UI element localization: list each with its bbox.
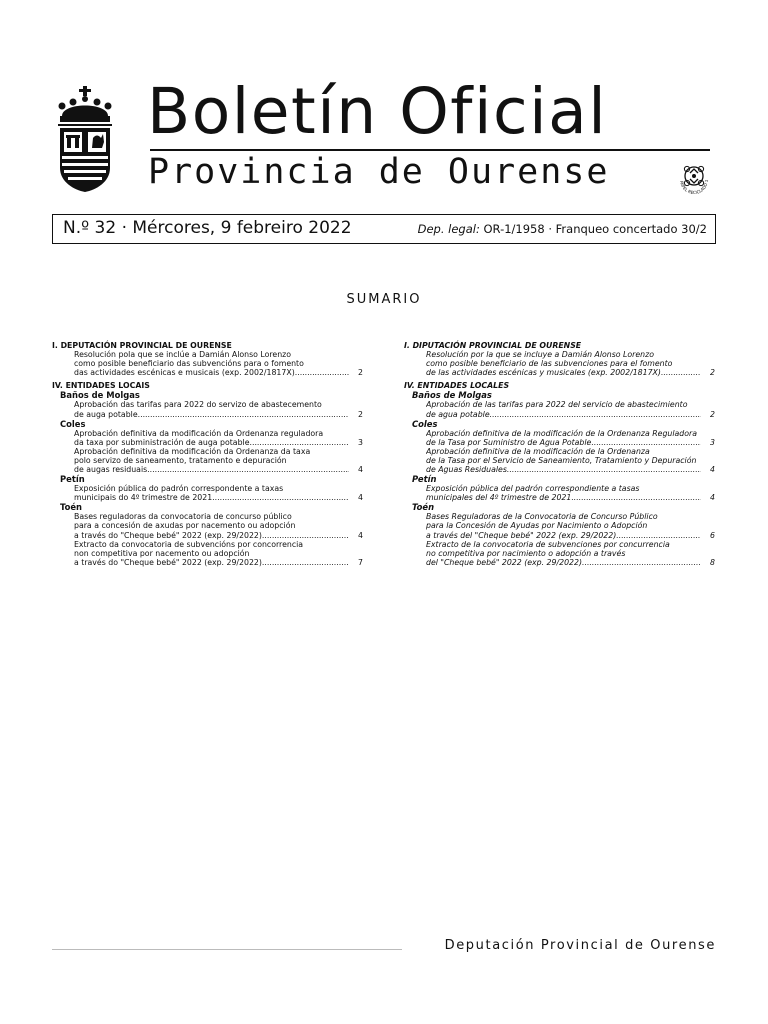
coat-of-arms-icon (56, 86, 114, 192)
entity-heading: Coles (60, 418, 86, 429)
entry-text-line: a través del "Cheque bebé" 2022 (exp. 29/2022) (426, 530, 617, 540)
title-rule (150, 149, 710, 151)
footer-publisher: Deputación Provincial de Ourense (444, 938, 716, 953)
entry-text-line: del "Cheque bebé" 2022 (exp. 29/2022) (426, 557, 582, 567)
dot-leader (250, 438, 350, 447)
entity-heading: Coles (412, 418, 438, 429)
page-number: 3 (710, 437, 715, 447)
dot-leader (490, 410, 701, 419)
page-number: 4 (358, 530, 363, 540)
entry-text-line: municipales del 4º trimestre de 2021 (426, 493, 572, 503)
publication-title: Boletín Oficial (147, 75, 608, 148)
entry-text-line: a través do "Cheque bebé" 2022 (exp. 29/2022) (74, 530, 262, 540)
section-heading: IV. ENTIDADES LOCAIS (52, 381, 150, 391)
entry-text-line: Aprobación definitiva de la modificación de la Ordenanza (426, 446, 650, 456)
entity-heading: Baños de Molgas (412, 390, 492, 401)
entry-text-line: de augas residuais (74, 465, 148, 475)
summary-entry[interactable] (426, 512, 715, 539)
section-heading: I. DEPUTACIÓN PROVINCIAL DE OURENSE (52, 341, 232, 350)
section-heading: I. DIPUTACIÓN PROVINCIAL DE OURENSE (404, 341, 582, 350)
entry-text-line: Extracto da convocatoria de subvencións por concorrencia (74, 539, 304, 549)
entry-text-line: Resolución por la que se incluye a Damián Alonso Lorenzo (426, 350, 654, 360)
entry-text-line: Aprobación de las tarifas para 2022 del servicio de abastecimiento (426, 400, 688, 410)
entry-text-line: de auga potable (74, 409, 138, 419)
section-heading: IV. ENTIDADES LOCALES (404, 381, 510, 391)
entity-heading: Baños de Molgas (60, 390, 140, 401)
page-number: 2 (358, 368, 363, 378)
page-number: 3 (358, 437, 363, 447)
summary-entry[interactable] (426, 429, 715, 447)
entry-text-line: Aprobación definitiva da modificación da Ordenanza reguladora (74, 428, 324, 438)
page-number: 4 (358, 465, 363, 475)
dot-leader (616, 531, 701, 540)
issue-number-date: N.º 32 · Mércores, 9 febreiro 2022 (63, 218, 352, 238)
entry-text-line: a través do "Cheque bebé" 2022 (exp. 29/2022) (74, 557, 262, 567)
summary-entry[interactable] (74, 400, 363, 418)
entity-heading: Toén (412, 502, 435, 513)
summary-heading: SUMARIO (346, 292, 422, 307)
summary-entry[interactable] (426, 400, 715, 418)
entry-text-line: de Aguas Residuales (426, 465, 507, 475)
page-number: 2 (710, 409, 715, 419)
issue-banner (52, 214, 716, 244)
entity-heading: Petín (60, 474, 85, 485)
footer-rule (52, 949, 402, 950)
summary-entry[interactable] (74, 429, 363, 447)
dot-leader (262, 531, 349, 540)
entry-text-line: da taxa por subministración de auga potable (74, 437, 250, 447)
entry-text-line: como posible beneficiario de las subvenciones para el fomento (426, 359, 673, 369)
entity-heading: Petín (412, 474, 437, 485)
entry-text-line: para la Concesión de Ayudas por Nacimiento o Adopción (426, 521, 648, 531)
summary-entry[interactable] (74, 350, 363, 377)
page-number: 4 (710, 493, 715, 503)
summary-entry[interactable] (74, 447, 363, 474)
page-number: 4 (358, 493, 363, 503)
dot-leader (582, 558, 701, 567)
entry-text-line: de las actividades escénicas y musicales (exp. 2002/1817X) (426, 368, 661, 378)
publication-subtitle: Provincia de Ourense (148, 152, 610, 192)
entry-text-line: Aprobación definitiva da modificación da Ordenanza da taxa (74, 446, 311, 456)
entry-text-line: para a concesión de axudas por nacemento ou adopción (74, 521, 296, 531)
summary-entry[interactable] (74, 484, 363, 502)
entry-text-line: Extracto de la convocatoria de subvenciones por concurrencia (426, 539, 670, 549)
entry-text-line: Aprobación das tarifas para 2022 do servizo de abastecemento (74, 400, 322, 410)
dot-leader (507, 465, 701, 474)
dot-leader (262, 558, 349, 567)
legal-deposit-value: OR-1/1958 · Franqueo concertado 30/2 (483, 222, 707, 236)
page-number: 2 (358, 409, 363, 419)
recycled-paper-icon (676, 158, 712, 194)
page-number: 4 (710, 465, 715, 475)
dot-leader (147, 465, 349, 474)
page-number: 8 (710, 557, 715, 567)
entry-text-line: municipais do 4º trimestre de 2021 (74, 493, 213, 503)
entry-text-line: de la Tasa por el Servicio de Saneamiento, Tratamiento y Depuración (426, 455, 697, 465)
dot-leader (138, 410, 349, 419)
entry-text-line: Resolución pola que se inclúe a Damián Alonso Lorenzo (74, 350, 292, 360)
entry-text-line: de la Tasa por Suministro de Agua Potable (426, 437, 592, 447)
page-number: 7 (358, 557, 363, 567)
summary-column-spanish (404, 341, 715, 567)
entry-text-line: Bases Reguladoras de la Convocatoria de Concurso Público (426, 512, 658, 522)
dot-leader (571, 493, 701, 502)
entry-text-line: polo servizo de saneamento, tratamento e depuración (74, 455, 287, 465)
entry-text-line: Exposición pública del padrón correspondiente a tasas (426, 484, 640, 494)
recycle-label: PAPEL RECICLADO 1 (679, 179, 710, 194)
summary-entry[interactable] (426, 540, 715, 567)
entry-text-line: Bases reguladoras da convocatoria de concurso público (74, 512, 292, 522)
dot-leader (591, 438, 701, 447)
entry-text-line: das actividades escénicas e musicais (exp. 2002/1817X) (74, 368, 295, 378)
summary-column-galician (52, 341, 363, 567)
dot-leader (295, 368, 349, 377)
summary-entry[interactable] (426, 350, 715, 377)
page-number: 2 (710, 368, 715, 378)
entry-text-line: como posible beneficiario das subvencións para o fomento (74, 359, 304, 369)
entry-text-line: de agua potable (426, 409, 490, 419)
page-number: 6 (710, 530, 715, 540)
dot-leader (212, 493, 349, 502)
entry-text-line: Exposición pública do padrón correspondente a taxas (74, 484, 284, 494)
legal-deposit (418, 222, 707, 236)
entity-heading: Toén (60, 502, 82, 513)
dot-leader (661, 368, 701, 377)
summary-entry[interactable] (426, 484, 715, 502)
summary-entry[interactable] (426, 447, 715, 474)
summary-entry[interactable] (74, 512, 363, 539)
entry-text-line: non competitiva por nacemento ou adopción (74, 548, 250, 558)
entry-text-line: no competitiva por nacimiento o adopción a través (426, 548, 626, 558)
legal-deposit-label: Dep. legal: (417, 222, 480, 236)
entry-text-line: Aprobación definitiva de la modificación de la Ordenanza Reguladora (426, 428, 697, 438)
summary-entry[interactable] (74, 540, 363, 567)
